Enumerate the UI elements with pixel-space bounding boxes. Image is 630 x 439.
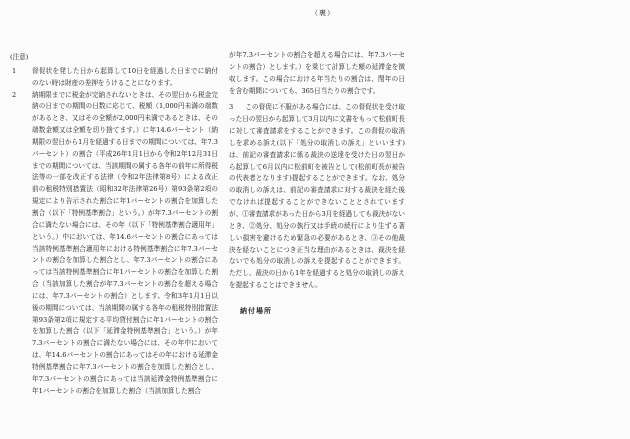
note-item-2-continued: が年7.3パーセントの割合を超える場合には、年7.3パーセントの割合）とします。）を乗じて計算した額の延滞金を徴収します。この場合における年当たりの割合は、閏年の日を含む期間についても、365日当たりの割合です。 (229, 51, 405, 95)
note-item-2 (10, 90, 218, 398)
note-text: 納期限までに税金が完納されないときは、その翌日から税金完納の日までの期間の日数に応じて、税額（1,000円未満の端数があるとき、又はその全額が2,000円未満であるときは、その端数金額又は全額を切り捨てます。）に年14.6パーセント（納期限の翌日から1月を経過する日までの期間については、年7.3パーセント）の割合（平成26年1月1日から令和2年12月31日までの期間については、当該期間の属する各年の前年に所得税法等の一部を改正する法律（令和2年法律第8号）による改正前の租税特別措置法（昭和32年法律第26号）第93条第2項の規定により告示された割合に年1パーセントの割合を加算した割合（以下「特例基準割合」という。）が年7.3パーセントの割合に満たない場合には、その年（以下「特例基準割合適用年」という。）中においては、年14.6パーセントの割合にあっては当該特例基準割合適用年における特例基準割合に年7.3パーセントの割合を加算した割合とし、年7.3パーセントの割合にあっては当該特例基準割合に年1パーセントの割合を加算した割合（当該加算した割合が年7.3パーセントの割合を超える場合には、年7.3パーセントの割合）とします。令和3年1月1日以後の期間については、当該期間の属する各年の租税特別措置法第93条第2項に規定する平均貸付割合に年1パーセントの割合を加算した割合（以下「延滞金特例基準割合」という。）が年7.3パーセントの割合に満たない場合には、その年中においては、年14.6パーセントの割合にあってはその年における延滞金特例基準割合に年7.3パーセントの割合を加算した割合とし、年7.3パーセントの割合にあっては当該延滞金特例基準割合に年1パーセントの割合を加算した割合（当該加算した割合 (32, 90, 218, 395)
note-number: 1 (12, 66, 17, 75)
notes-heading: (注意) (10, 53, 29, 61)
note-number: 3 (229, 103, 234, 112)
note-text: この督促に不服がある場合には、この督促状を受け取った日の翌日から起算して3月以内に文書をもって松前町長に対して審査請求をすることができます。この督促の取消しを求める訴え(以下「処分の取消しの訴え」といいます)は、前記の審査請求に係る裁決の送達を受けた日の翌日から起算して6月以内に松前町を被告として(松前町長が被告の代表者となります)提起することができます。なお、処分の取消しの訴えは、前記の審査請求に対する裁決を経た後でなければ提起することができないこととされていますが、①審査請求があった日から3月を経過しても裁決がないとき、②処分、処分の執行又は手続の続行により生ずる著しい損害を避けるため緊急の必要があるとき、③その他裁決を経ないことにつき正当な理由があるときは、裁決を経ないでも処分の取消しの訴えを提起することができます。ただし、裁決の日から1年を経過すると処分の取消しの訴えを提起することはできません。 (229, 103, 405, 290)
payment-place-label: 納付場所 (240, 306, 272, 315)
note-text: 督促状を発した日から起算して10日を経過した日までに納付のない時は財産の差押をうけることになります。 (32, 66, 218, 87)
note-item-3 (229, 102, 405, 292)
page-side-mark: （裏） (311, 9, 335, 17)
notes-right-column (229, 50, 611, 292)
notes-left-column (10, 52, 218, 397)
note-number: 2 (12, 90, 17, 99)
note-item-1 (10, 66, 218, 90)
